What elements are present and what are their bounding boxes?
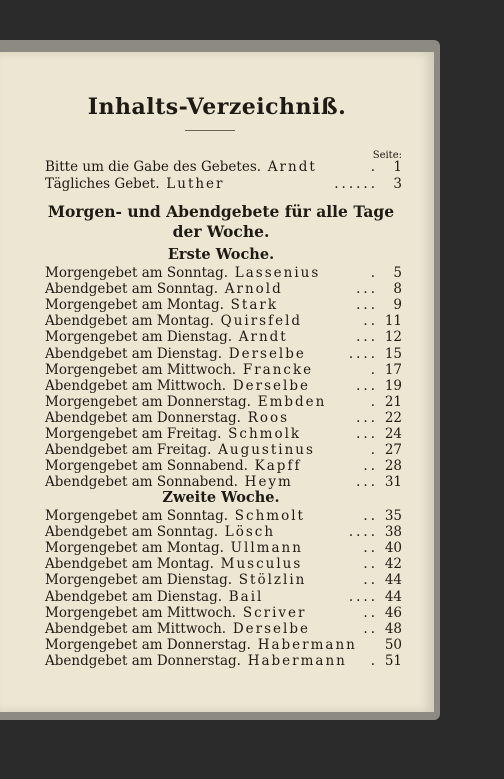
toc-entry-title xyxy=(45,410,289,426)
toc-entry-page: 22 xyxy=(384,409,402,426)
toc-entry-title xyxy=(45,605,306,621)
toc-entry-text: Abendgebet am Dienstag. xyxy=(45,345,222,362)
toc-entry-author: Derselbe xyxy=(232,377,310,394)
toc-entry xyxy=(45,394,402,410)
toc-entry-text: Morgengebet am Freitag. xyxy=(45,426,222,442)
toc-entry-text: Morgengebet am Dienstag. xyxy=(45,329,233,346)
toc-entry xyxy=(45,281,402,297)
toc-entry-author: Scriver xyxy=(242,604,307,621)
toc-entry-author: Bail xyxy=(228,588,264,605)
toc-entry-dots: .. xyxy=(363,620,378,637)
toc-entry-page: 17 xyxy=(384,361,402,378)
toc-entry-author: Habermann xyxy=(257,636,357,653)
toc-entry-author: Musculus xyxy=(220,556,303,573)
toc-entry-dots: .. xyxy=(363,556,378,573)
toc-entry-page: 44 xyxy=(384,588,402,605)
toc-entry xyxy=(45,159,402,175)
toc-entry-author: Schmolt xyxy=(234,508,305,524)
toc-entry-dots: .. xyxy=(363,540,378,557)
toc-entry-title xyxy=(45,281,283,297)
toc-entry-author: Kapff xyxy=(254,458,302,475)
toc-entry-author: Augustinus xyxy=(218,442,315,459)
toc-entry-dots: .. xyxy=(363,604,378,621)
toc-entry-title xyxy=(45,329,288,345)
toc-entry-title xyxy=(45,474,293,490)
toc-entry-author: Arndt xyxy=(238,329,288,346)
toc-entry-text: Abendgebet am Montag. xyxy=(45,556,214,573)
toc-entry-title xyxy=(45,589,263,605)
toc-entry xyxy=(45,346,402,362)
title-divider xyxy=(185,130,235,131)
toc-entry-title xyxy=(45,458,301,474)
toc-entry-title xyxy=(45,346,306,362)
toc-entry xyxy=(45,653,402,669)
toc-entry-author: Luther xyxy=(166,176,225,192)
toc-entry-page: 21 xyxy=(384,393,402,410)
toc-entry xyxy=(45,540,402,556)
toc-entry-text: Morgengebet am Sonntag. xyxy=(45,265,229,281)
toc-entry-title xyxy=(45,572,306,588)
toc-entry-author: Embden xyxy=(257,393,327,410)
toc-entry-dots: . xyxy=(370,159,378,175)
toc-entry-author: Heym xyxy=(244,474,293,491)
toc-entry-page: 24 xyxy=(384,426,402,442)
toc-entry-dots: . xyxy=(370,265,378,281)
toc-entry xyxy=(45,176,402,192)
toc-entry-text: Abendgebet am Donnerstag. xyxy=(45,652,241,669)
toc-entry xyxy=(45,265,402,281)
toc-entry-page: 51 xyxy=(384,652,402,669)
toc-entry xyxy=(45,410,402,426)
week2-heading: Zweite Woche. xyxy=(162,489,280,506)
toc-entry-page: 8 xyxy=(393,281,402,298)
toc-entry xyxy=(45,572,402,588)
toc-entry-author: Derselbe xyxy=(232,620,310,637)
toc-entry-dots: ... xyxy=(356,409,378,426)
toc-entry xyxy=(45,313,402,329)
toc-entry-author: Quirsfeld xyxy=(220,313,303,330)
toc-entry-title xyxy=(45,540,303,556)
toc-entry-dots: . xyxy=(370,393,378,410)
toc-entry-author: Lösch xyxy=(224,524,276,541)
toc-entry-page: 19 xyxy=(384,377,402,394)
toc-entry-title xyxy=(45,362,313,378)
toc-entry-page: 31 xyxy=(384,474,402,491)
toc-entry-dots: .... xyxy=(348,588,378,605)
toc-entry-text: Morgengebet am Sonnabend. xyxy=(45,458,248,475)
toc-entry-title xyxy=(45,426,301,442)
toc-entry-title xyxy=(45,653,347,669)
toc-entry-text: Abendgebet am Montag. xyxy=(45,313,214,330)
toc-entry xyxy=(45,458,402,474)
toc-entry-title xyxy=(45,176,225,192)
toc-entry-text: Abendgebet am Mittwoch. xyxy=(45,377,227,394)
toc-entry-dots: .. xyxy=(363,313,378,330)
toc-entry-title xyxy=(45,313,302,329)
toc-entry-dots: ...... xyxy=(334,176,378,192)
toc-entry-author: Arndt xyxy=(267,159,317,175)
toc-entry-page: 50 xyxy=(384,636,402,653)
toc-entry xyxy=(45,442,402,458)
toc-entry-text: Morgengebet am Mittwoch. xyxy=(45,361,237,378)
toc-entry-text: Abendgebet am Sonntag. xyxy=(45,281,219,298)
toc-entry-text: Morgengebet am Mittwoch. xyxy=(45,604,237,621)
toc-entry-author: Stark xyxy=(230,297,279,314)
toc-entry-dots: .. xyxy=(363,458,378,475)
toc-entry-text: Abendgebet am Sonntag. xyxy=(45,524,219,541)
toc-entry-dots: ... xyxy=(356,329,378,346)
toc-entry-text: Abendgebet am Mittwoch. xyxy=(45,620,227,637)
toc-entry-title xyxy=(45,524,275,540)
toc-entry-text: Abendgebet am Donnerstag. xyxy=(45,409,241,426)
toc-entry xyxy=(45,508,402,524)
section-heading-line1: Morgen- und Abendgebete für alle Tage xyxy=(47,202,395,221)
toc-entry xyxy=(45,637,402,653)
toc-entry-title xyxy=(45,394,326,410)
toc-entry-text: Morgengebet am Montag. xyxy=(45,540,224,557)
toc-entry-text: Abendgebet am Freitag. xyxy=(45,442,212,459)
toc-entry-title xyxy=(45,637,357,653)
week1-heading: Erste Woche. xyxy=(167,246,275,263)
page-title: Inhalts-Verzeichniß. xyxy=(87,94,347,120)
toc-entry-dots: .... xyxy=(348,524,378,541)
toc-entry-title xyxy=(45,556,302,572)
toc-entry-author: Francke xyxy=(242,361,314,378)
toc-entry-title xyxy=(45,378,310,394)
toc-entry-text: Morgengebet am Dienstag. xyxy=(45,572,233,589)
toc-entry-page: 40 xyxy=(384,540,402,557)
toc-entry-dots: .. xyxy=(363,572,378,589)
toc-entry-dots: .... xyxy=(348,345,378,362)
toc-entry-page: 42 xyxy=(384,556,402,573)
toc-entry-author: Lassenius xyxy=(234,265,321,281)
toc-entry-page: 35 xyxy=(384,508,402,524)
toc-entry xyxy=(45,621,402,637)
toc-entry-author: Schmolk xyxy=(228,426,302,442)
toc-entry xyxy=(45,474,402,490)
toc-entry xyxy=(45,378,402,394)
toc-entry xyxy=(45,329,402,345)
toc-entry xyxy=(45,556,402,572)
toc-entry-page: 38 xyxy=(384,524,402,541)
toc-entry xyxy=(45,362,402,378)
toc-entry-text: Morgengebet am Donnerstag. xyxy=(45,393,251,410)
toc-entry xyxy=(45,605,402,621)
toc-entry-text: Morgengebet am Sonntag. xyxy=(45,508,229,524)
toc-entry-author: Stölzlin xyxy=(238,572,307,589)
toc-entry-title xyxy=(45,159,317,175)
toc-entry-page: 27 xyxy=(384,442,402,459)
toc-entry-text: Morgengebet am Donnerstag. xyxy=(45,636,251,653)
toc-entry-author: Arnold xyxy=(224,281,283,298)
toc-entry-author: Roos xyxy=(247,409,290,426)
toc-entry-page: 48 xyxy=(384,620,402,637)
toc-entry-title xyxy=(45,265,320,281)
toc-entry-dots: ... xyxy=(356,281,378,298)
toc-entry-text: Abendgebet am Dienstag. xyxy=(45,588,222,605)
toc-entry-dots: ... xyxy=(356,377,378,394)
toc-entry-title xyxy=(45,621,310,637)
toc-entry-page: 12 xyxy=(384,329,402,346)
toc-entry-dots: .. xyxy=(363,508,378,524)
toc-entry-dots: . xyxy=(370,442,378,459)
toc-entry-title xyxy=(45,508,305,524)
book-page xyxy=(0,52,434,712)
toc-entry-title xyxy=(45,442,315,458)
toc-entry-text: Bitte um die Gabe des Gebetes. xyxy=(45,159,262,175)
toc-entry-dots: ... xyxy=(356,426,378,442)
toc-entry-dots: . xyxy=(370,361,378,378)
toc-entry-author: Derselbe xyxy=(228,345,306,362)
page-column-label: Seite: xyxy=(372,150,402,161)
toc-entry-page: 3 xyxy=(393,176,402,192)
toc-entry-page: 15 xyxy=(384,345,402,362)
toc-entry xyxy=(45,297,402,313)
toc-entry-page: 1 xyxy=(393,159,402,175)
toc-entry-dots: ... xyxy=(356,297,378,314)
toc-entry-title xyxy=(45,297,278,313)
toc-entry-dots: . xyxy=(370,652,378,669)
toc-entry-text: Tägliches Gebet. xyxy=(45,176,160,192)
toc-entry xyxy=(45,589,402,605)
toc-entry-page: 11 xyxy=(384,313,402,330)
toc-entry-page: 28 xyxy=(384,458,402,475)
toc-entry-page: 46 xyxy=(384,604,402,621)
toc-entry-author: Ullmann xyxy=(230,540,303,557)
toc-entry xyxy=(45,426,402,442)
toc-entry-page: 44 xyxy=(384,572,402,589)
toc-entry-author: Habermann xyxy=(247,652,347,669)
toc-entry-page: 5 xyxy=(393,265,402,281)
toc-entry xyxy=(45,524,402,540)
toc-entry-page: 9 xyxy=(393,297,402,314)
section-heading-line2: der Woche. xyxy=(172,222,270,241)
toc-entry-dots: ... xyxy=(356,474,378,491)
toc-entry-text: Abendgebet am Sonnabend. xyxy=(45,474,238,491)
toc-entry-text: Morgengebet am Montag. xyxy=(45,297,224,314)
